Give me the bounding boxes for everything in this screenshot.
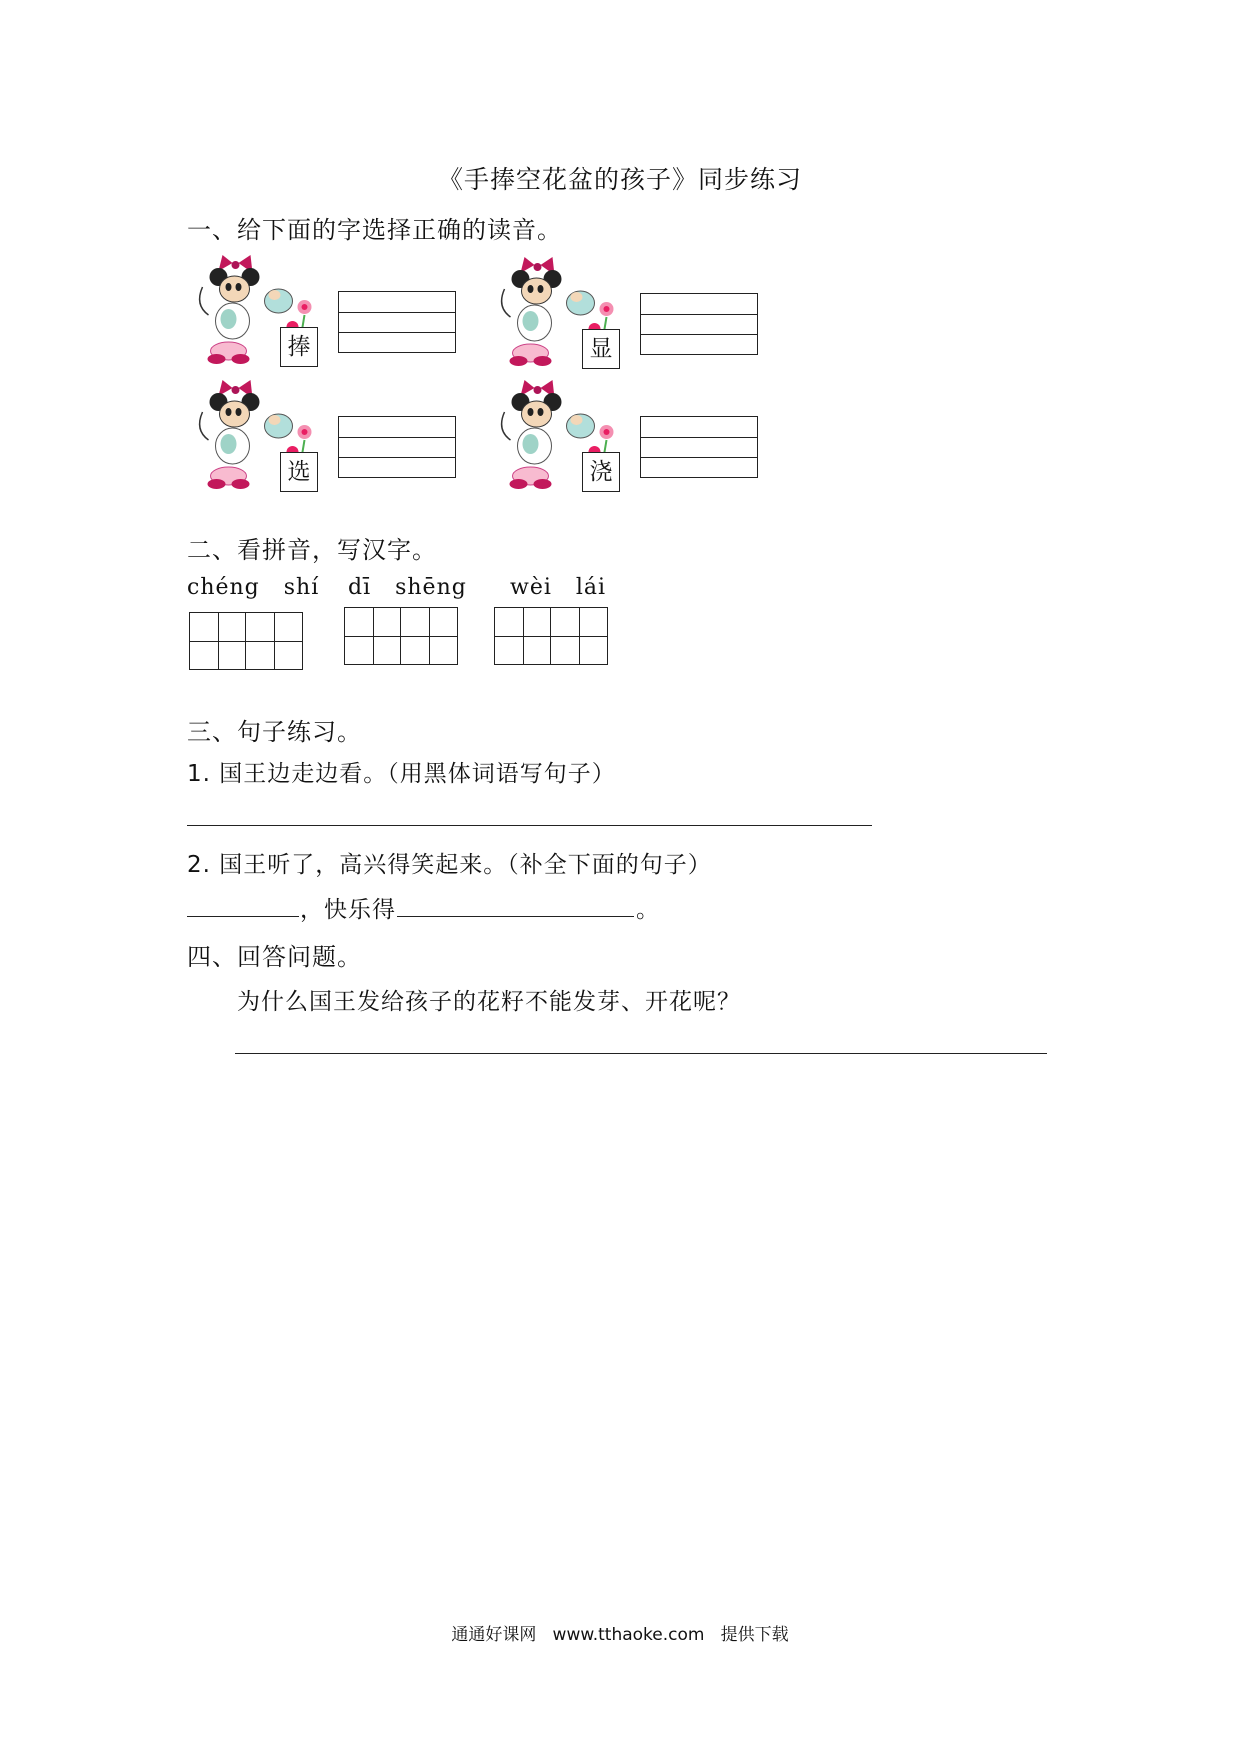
pinyin-writing-grid[interactable] bbox=[338, 291, 456, 353]
pinyin-writing-grid[interactable] bbox=[640, 416, 758, 478]
character-box: 浇 bbox=[582, 452, 620, 492]
pinyin-label: chéng shí bbox=[187, 575, 320, 600]
sentence-question-2: 2. 国王听了，高兴得笑起来。（补全下面的句子） bbox=[187, 852, 712, 878]
character-box: 选 bbox=[280, 452, 318, 492]
character-box: 捧 bbox=[280, 327, 318, 367]
pinyin-writing-grid[interactable] bbox=[338, 416, 456, 478]
pronunciation-item bbox=[190, 255, 465, 375]
pinyin-label: dī shēng bbox=[348, 575, 467, 600]
character-writing-grid[interactable] bbox=[189, 612, 303, 670]
pronunciation-item bbox=[492, 380, 767, 500]
character-writing-grid[interactable] bbox=[494, 607, 608, 665]
answer-line[interactable] bbox=[187, 825, 872, 826]
sentence-end: 。 bbox=[636, 897, 660, 923]
page-title: 《手捧空花盆的孩子》同步练习 bbox=[437, 165, 802, 194]
pronunciation-item bbox=[190, 380, 465, 500]
answer-blank[interactable] bbox=[187, 916, 299, 917]
section2-heading: 二、看拼音，写汉字。 bbox=[187, 536, 437, 564]
section4-heading: 四、回答问题。 bbox=[187, 943, 362, 971]
character-writing-grid[interactable] bbox=[344, 607, 458, 665]
sentence-fragment: ，快乐得 bbox=[300, 897, 396, 923]
pronunciation-item bbox=[492, 257, 767, 377]
answer-line[interactable] bbox=[235, 1053, 1047, 1054]
pinyin-writing-grid[interactable] bbox=[640, 293, 758, 355]
section1-heading: 一、给下面的字选择正确的读音。 bbox=[187, 216, 562, 244]
answer-question: 为什么国王发给孩子的花籽不能发芽、开花呢？ bbox=[237, 989, 741, 1015]
pinyin-label: wèi lái bbox=[510, 575, 607, 600]
section3-heading: 三、句子练习。 bbox=[187, 718, 362, 746]
footer-text: 通通好课网 www.tthaoke.com 提供下载 bbox=[451, 1625, 789, 1645]
answer-blank[interactable] bbox=[397, 916, 634, 917]
sentence-question-1: 1. 国王边走边看。（用黑体词语写句子） bbox=[187, 761, 616, 787]
character-box: 显 bbox=[582, 329, 620, 369]
